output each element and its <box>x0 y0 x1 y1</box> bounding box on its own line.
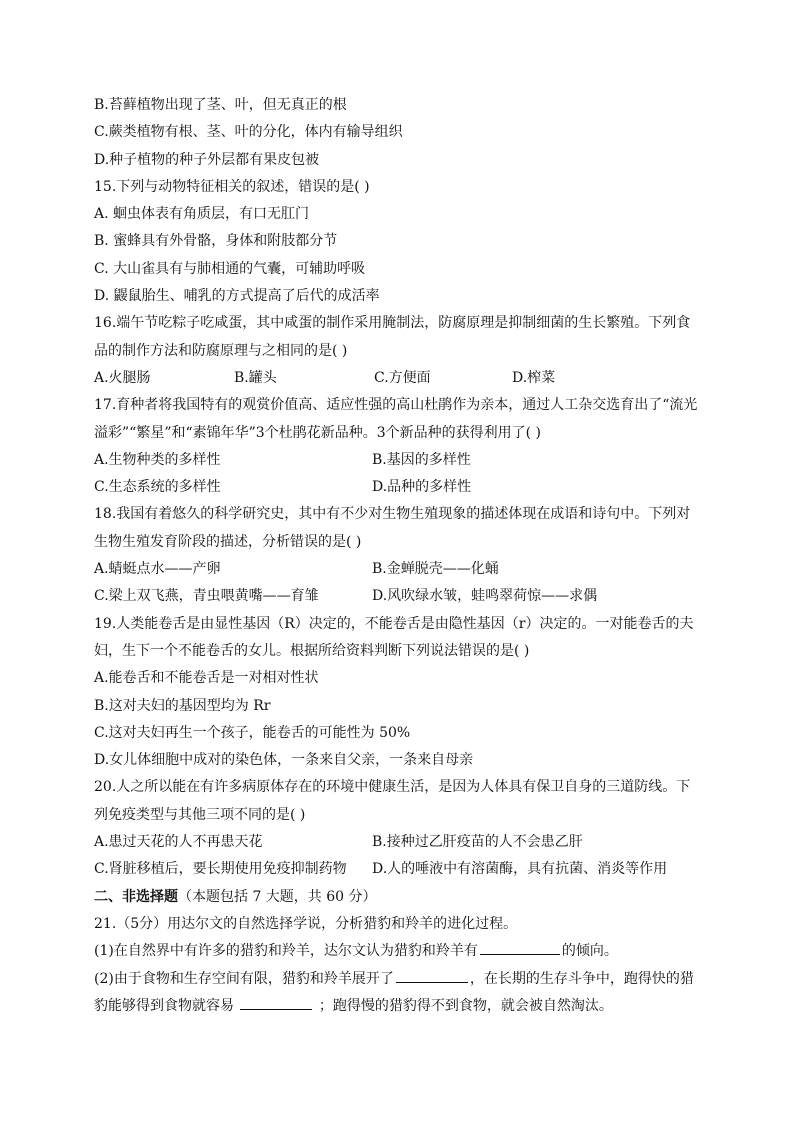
question-16-cont: 品的制作方法和防腐原理与之相同的是( ) <box>94 342 348 359</box>
option-b: B.基因的多样性 <box>372 451 471 468</box>
option-line: C. 大山雀具有与肺相通的气囊，可辅助呼吸 <box>94 260 366 277</box>
question-16-options <box>94 365 706 392</box>
answer-blank[interactable] <box>240 995 312 1010</box>
option-b: B.罐头 <box>234 369 277 386</box>
question-18-options-row2 <box>94 583 706 610</box>
answer-blank[interactable] <box>480 940 560 955</box>
question-20-cont: 列免疫类型与其他三项不同的是( ) <box>94 806 306 823</box>
option-line: C.蕨类植物有根、茎、叶的分化，体内有输导组织 <box>94 124 403 141</box>
option-line: D.种子植物的种子外层都有果皮包被 <box>94 151 320 168</box>
part-text: ，在长期的生存斗争中，跑得快的猎 <box>469 970 694 987</box>
option-a: A.患过天花的人不再患天花 <box>94 834 263 851</box>
option-line: D. 鼹鼠胎生、哺乳的方式提高了后代的成活率 <box>94 288 380 305</box>
question-21-part2 <box>94 966 706 993</box>
question-15: 15.下列与动物特征相关的叙述，错误的是( ) <box>94 178 370 195</box>
option-a: A.生物种类的多样性 <box>94 451 221 468</box>
part-text: 豹能够得到食物就容易 <box>94 997 234 1014</box>
option-line: B. 蜜蜂具有外骨骼，身体和附肢都分节 <box>94 233 338 250</box>
option-b: B.金蝉脱壳——化蛹 <box>372 561 499 578</box>
part-text: ；跑得慢的猎豹得不到食物，就会被自然淘汰。 <box>318 997 613 1014</box>
exam-page <box>94 92 706 1020</box>
question-18-options-row1 <box>94 556 706 583</box>
section-title: 二、非选择题 <box>94 888 178 905</box>
question-17: 17.育种者将我国特有的观赏价值高、适应性强的高山杜鹃作为亲本，通过人工杂交选育出了“流光 <box>94 397 698 414</box>
question-21: 21.（5分）用达尔文的自然选择学说，分析猎豹和羚羊的进化过程。 <box>94 915 518 932</box>
question-20-options-row1 <box>94 829 706 856</box>
question-20: 20.人之所以能在有许多病原体存在的环境中健康生活，是因为人体具有保卫自身的三道防线。下 <box>94 779 691 796</box>
question-17-options-row1 <box>94 447 706 474</box>
question-20-options-row2 <box>94 856 706 883</box>
question-21-part2-cont <box>94 993 706 1020</box>
option-d: D.风吹绿水皱，蛙鸣翠荷惊——求偶 <box>372 588 598 605</box>
question-16: 16.端午节吃粽子吃咸蛋，其中咸蛋的制作采用腌制法，防腐原理是抑制细菌的生长繁殖。下列食 <box>94 315 691 332</box>
option-d: D.人的唾液中有溶菌酶，具有抗菌、消炎等作用 <box>372 861 668 878</box>
option-c: C.生态系统的多样性 <box>94 479 221 496</box>
option-a: A.蜻蜓点水——产卵 <box>94 561 221 578</box>
question-19-cont: 妇，生下一个不能卷舌的女儿。根据所给资料判断下列说法错误的是( ) <box>94 642 530 659</box>
question-18-cont: 生物生殖发育阶段的描述，分析错误的是( ) <box>94 533 362 550</box>
option-c: C.方便面 <box>374 369 431 386</box>
part-text: 的倾向。 <box>561 943 618 960</box>
option-line: C.这对夫妇再生一个孩子，能卷舌的可能性为 50% <box>94 724 411 741</box>
option-d: D.品种的多样性 <box>372 479 472 496</box>
part-text: (2)由于食物和生存空间有限，猎豹和羚羊展开了 <box>94 970 394 987</box>
question-17-cont: 溢彩”“繁星”和“素锦年华”3个杜鹃花新品种。3个新品种的获得利用了( ) <box>94 424 541 441</box>
part-text: (1)在自然界中有许多的猎豹和羚羊，达尔文认为猎豹和羚羊有 <box>94 943 478 960</box>
section-note: （本题包括 7 大题，共 60 分） <box>178 888 377 905</box>
question-18: 18.我国有着悠久的科学研究史，其中有不少对生物生殖现象的描述体现在成语和诗句中。下列对 <box>94 506 691 523</box>
option-line: A. 蛔虫体表有角质层，有口无肛门 <box>94 206 310 223</box>
section-heading <box>94 884 706 911</box>
option-c: C.梁上双飞燕，青虫喂黄嘴——育雏 <box>94 588 319 605</box>
option-line: D.女儿体细胞中成对的染色体，一条来自父亲，一条来自母亲 <box>94 752 474 769</box>
answer-blank[interactable] <box>396 968 468 983</box>
option-d: D.榨菜 <box>512 369 556 386</box>
option-c: C.肾脏移植后，要长期使用免疫抑制药物 <box>94 861 347 878</box>
option-line: B.苔藓植物出现了茎、叶，但无真正的根 <box>94 97 347 113</box>
option-b: B.接种过乙肝疫苗的人不会患乙肝 <box>372 834 583 851</box>
option-line: B.这对夫妇的基因型均为 Rr <box>94 697 271 714</box>
question-19: 19.人类能卷舌是由显性基因（R）决定的，不能卷舌是由隐性基因（r）决定的。一对能卷舌的夫 <box>94 615 694 632</box>
option-a: A.火腿肠 <box>94 369 151 386</box>
question-21-part1 <box>94 938 706 965</box>
question-17-options-row2 <box>94 474 706 501</box>
option-line: A.能卷舌和不能卷舌是一对相对性状 <box>94 670 319 687</box>
